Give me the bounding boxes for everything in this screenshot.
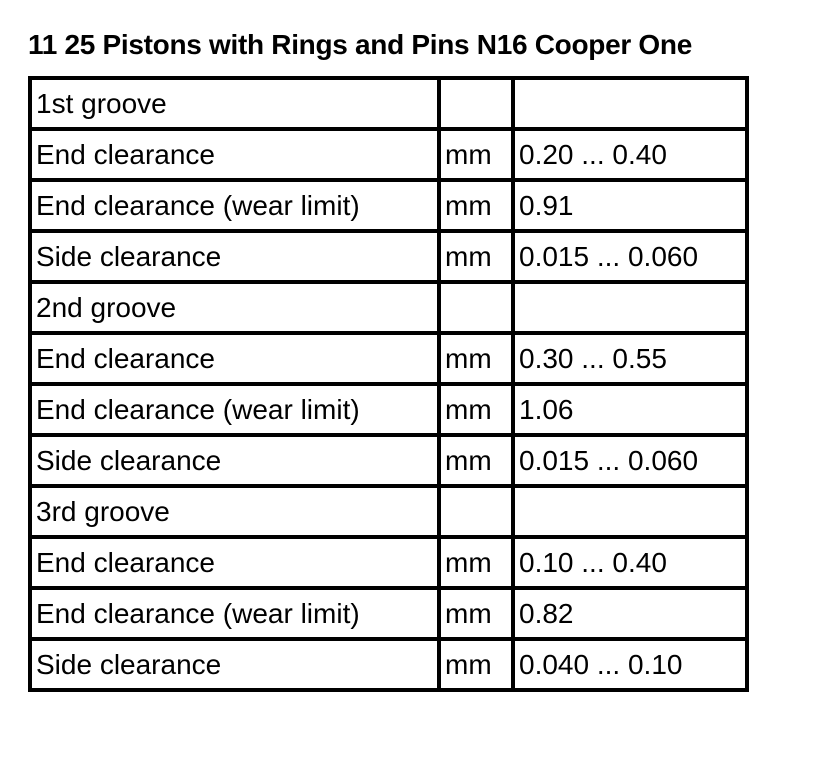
table-row [30, 180, 747, 231]
value-cell: 0.015 ... 0.060 [513, 435, 747, 486]
table-row [30, 333, 747, 384]
value-cell [513, 486, 747, 537]
table-row [30, 231, 747, 282]
parameter-cell: Side clearance [30, 639, 439, 690]
unit-cell: mm [439, 588, 513, 639]
document-title: 11 25 Pistons with Rings and Pins N16 Cooper One [28, 29, 692, 60]
clearance-table [28, 76, 749, 692]
value-cell: 0.30 ... 0.55 [513, 333, 747, 384]
parameter-cell: 1st groove [30, 78, 439, 129]
parameter-cell: End clearance [30, 333, 439, 384]
table-row [30, 486, 747, 537]
table-row [30, 639, 747, 690]
table-row [30, 282, 747, 333]
unit-cell: mm [439, 639, 513, 690]
parameter-cell: Side clearance [30, 435, 439, 486]
table-row [30, 537, 747, 588]
unit-cell: mm [439, 537, 513, 588]
table-row [30, 129, 747, 180]
unit-cell [439, 486, 513, 537]
unit-cell [439, 78, 513, 129]
parameter-cell: End clearance [30, 537, 439, 588]
table-row [30, 78, 747, 129]
table-row [30, 384, 747, 435]
parameter-cell: End clearance (wear limit) [30, 384, 439, 435]
value-cell: 0.040 ... 0.10 [513, 639, 747, 690]
value-cell [513, 282, 747, 333]
value-cell: 0.10 ... 0.40 [513, 537, 747, 588]
unit-cell [439, 282, 513, 333]
table-row [30, 435, 747, 486]
parameter-cell: 3rd groove [30, 486, 439, 537]
unit-cell: mm [439, 333, 513, 384]
parameter-cell: End clearance (wear limit) [30, 588, 439, 639]
unit-cell: mm [439, 435, 513, 486]
table-row [30, 588, 747, 639]
parameter-cell: 2nd groove [30, 282, 439, 333]
value-cell: 0.91 [513, 180, 747, 231]
unit-cell: mm [439, 384, 513, 435]
value-cell: 0.82 [513, 588, 747, 639]
parameter-cell: Side clearance [30, 231, 439, 282]
parameter-cell: End clearance (wear limit) [30, 180, 439, 231]
value-cell: 0.015 ... 0.060 [513, 231, 747, 282]
unit-cell: mm [439, 129, 513, 180]
value-cell [513, 78, 747, 129]
unit-cell: mm [439, 231, 513, 282]
parameter-cell: End clearance [30, 129, 439, 180]
value-cell: 0.20 ... 0.40 [513, 129, 747, 180]
unit-cell: mm [439, 180, 513, 231]
value-cell: 1.06 [513, 384, 747, 435]
